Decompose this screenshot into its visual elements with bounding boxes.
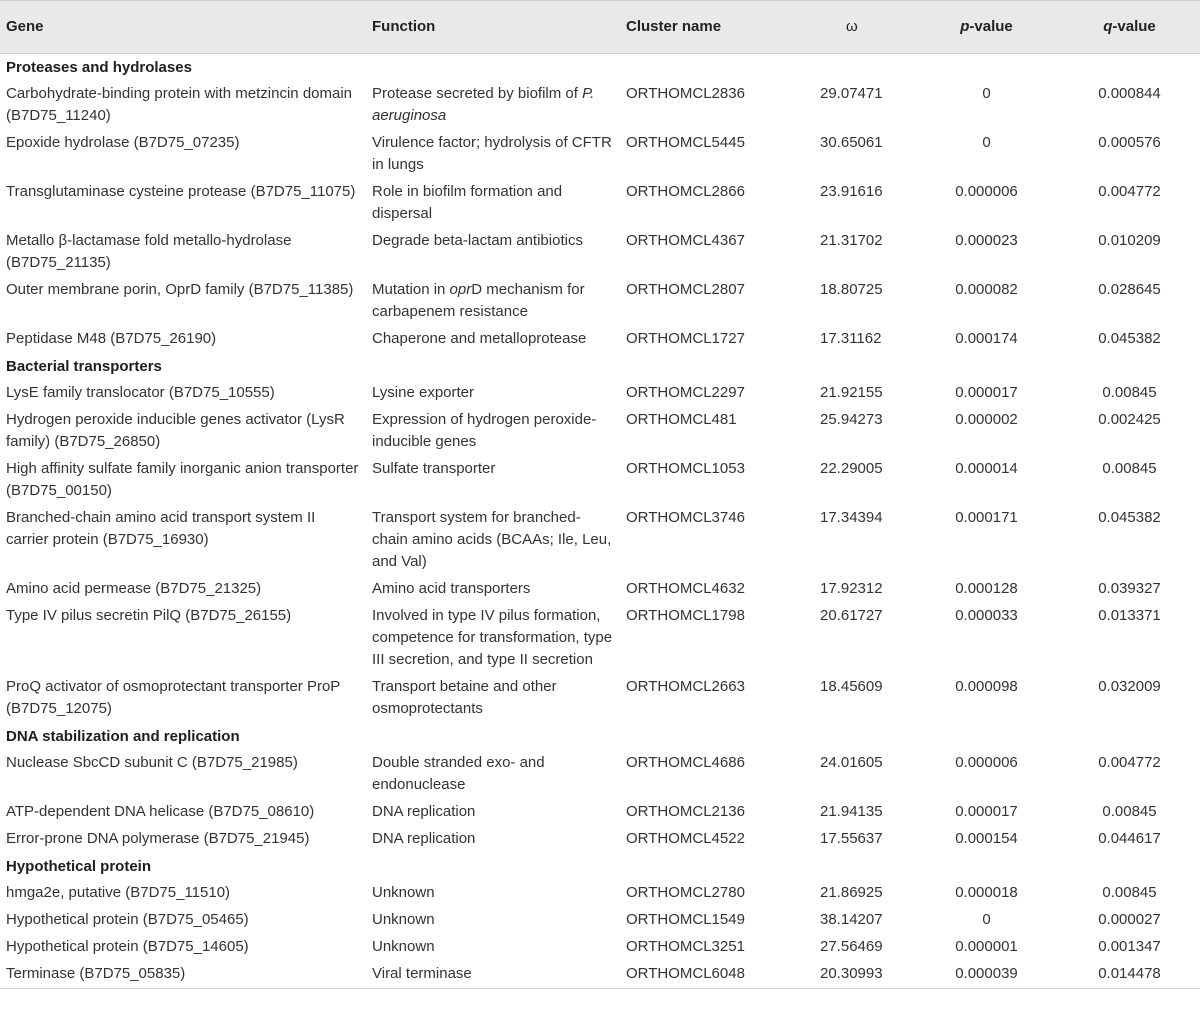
table-row bbox=[0, 179, 1200, 228]
cluster-cell: ORTHOMCL2136 bbox=[626, 803, 745, 820]
function-text: Lysine exporter bbox=[372, 384, 474, 401]
p-value-cell: 0.000039 bbox=[914, 961, 1059, 989]
gene-cell: Epoxide hydrolase (B7D75_07235) bbox=[6, 134, 240, 151]
section-row bbox=[0, 723, 1200, 750]
header-q-suffix: -value bbox=[1112, 18, 1156, 35]
q-value-cell: 0.00845 bbox=[1102, 384, 1157, 401]
p-value-cell: 0 bbox=[982, 134, 991, 151]
p-value-cell: 0.000033 bbox=[955, 607, 1018, 624]
function-cell bbox=[366, 934, 620, 961]
function-cell bbox=[366, 750, 620, 799]
cluster-cell: ORTHOMCL1727 bbox=[626, 330, 745, 347]
p-value-cell: 0.000082 bbox=[955, 281, 1018, 298]
q-value-cell: 0.013371 bbox=[1098, 607, 1161, 624]
q-value-cell: 0.004772 bbox=[1098, 183, 1161, 200]
gene-cell: Metallo β-lactamase fold metallo-hydrolase (B7D75_21135) bbox=[6, 232, 292, 271]
omega-cell: 24.01605 bbox=[820, 754, 883, 771]
p-value-cell: 0.000154 bbox=[955, 830, 1018, 847]
p-value-cell: 0.000001 bbox=[955, 938, 1018, 955]
p-value-cell: 0.000098 bbox=[955, 678, 1018, 695]
cluster-cell: ORTHOMCL2807 bbox=[626, 281, 745, 298]
function-text: D mechanism for carbapenem resistance bbox=[372, 281, 585, 320]
gene-cell: hmga2e, putative (B7D75_11510) bbox=[6, 884, 231, 901]
cluster-cell: ORTHOMCL5445 bbox=[626, 134, 745, 151]
cluster-cell: ORTHOMCL2297 bbox=[626, 384, 745, 401]
cluster-cell: ORTHOMCL2663 bbox=[626, 678, 745, 695]
function-cell bbox=[366, 603, 620, 674]
function-text: Unknown bbox=[372, 884, 435, 901]
table-row bbox=[0, 961, 1200, 989]
function-cell bbox=[366, 880, 620, 907]
function-text: Role in biofilm formation and dispersal bbox=[372, 183, 563, 222]
gene-cell: Peptidase M48 (B7D75_26190) bbox=[6, 330, 217, 347]
table-row bbox=[0, 380, 1200, 407]
p-value-cell: 0.000006 bbox=[955, 754, 1018, 771]
header-p-value bbox=[914, 1, 1059, 54]
section-row bbox=[0, 54, 1200, 82]
q-value-cell: 0.000027 bbox=[1098, 911, 1161, 928]
q-value-cell: 0.032009 bbox=[1098, 678, 1161, 695]
function-cell bbox=[366, 456, 620, 505]
function-text: Protease secreted by biofilm of bbox=[372, 85, 583, 102]
table-body bbox=[0, 54, 1200, 989]
p-value-cell: 0.000006 bbox=[955, 183, 1018, 200]
omega-cell: 17.92312 bbox=[820, 580, 883, 597]
function-cell bbox=[366, 130, 620, 179]
header-omega: ω bbox=[806, 1, 914, 54]
function-cell bbox=[366, 277, 620, 326]
function-text-italic: P. aeruginosa bbox=[372, 85, 595, 124]
cluster-cell: ORTHOMCL1549 bbox=[626, 911, 745, 928]
function-text: Virulence factor; hydrolysis of CFTR in lungs bbox=[372, 134, 612, 173]
omega-cell: 17.55637 bbox=[820, 830, 883, 847]
function-text: Viral terminase bbox=[372, 965, 472, 982]
omega-cell: 25.94273 bbox=[820, 411, 883, 428]
function-text: Chaperone and metalloprotease bbox=[372, 330, 587, 347]
function-cell bbox=[366, 674, 620, 723]
header-q-value bbox=[1059, 1, 1200, 54]
gene-cell: LysE family translocator (B7D75_10555) bbox=[6, 384, 275, 401]
omega-cell: 38.14207 bbox=[820, 911, 883, 928]
gene-cell: ProQ activator of osmoprotectant transporter ProP (B7D75_12075) bbox=[6, 678, 341, 717]
cluster-cell: ORTHOMCL2836 bbox=[626, 85, 745, 102]
omega-cell: 22.29005 bbox=[820, 460, 883, 477]
p-value-cell: 0.000017 bbox=[955, 384, 1018, 401]
p-value-cell: 0.000128 bbox=[955, 580, 1018, 597]
q-value-cell: 0.010209 bbox=[1098, 232, 1161, 249]
table-row bbox=[0, 326, 1200, 353]
cluster-cell: ORTHOMCL4632 bbox=[626, 580, 745, 597]
omega-cell: 17.31162 bbox=[820, 330, 882, 347]
cluster-cell: ORTHOMCL1798 bbox=[626, 607, 745, 624]
function-cell bbox=[366, 961, 620, 989]
function-cell bbox=[366, 81, 620, 130]
header-function: Function bbox=[366, 1, 620, 54]
q-value-cell: 0.000576 bbox=[1098, 134, 1161, 151]
cluster-cell: ORTHOMCL4686 bbox=[626, 754, 745, 771]
omega-cell: 30.65061 bbox=[820, 134, 883, 151]
q-value-cell: 0.00845 bbox=[1102, 460, 1157, 477]
section-row bbox=[0, 853, 1200, 880]
cluster-cell: ORTHOMCL3746 bbox=[626, 509, 745, 526]
omega-cell: 21.86925 bbox=[820, 884, 883, 901]
q-value-cell: 0.00845 bbox=[1102, 884, 1157, 901]
q-value-cell: 0.045382 bbox=[1098, 509, 1161, 526]
gene-cell: Outer membrane porin, OprD family (B7D75_11385) bbox=[6, 281, 354, 298]
omega-cell: 20.30993 bbox=[806, 961, 914, 989]
gene-cell: Nuclease SbcCD subunit C (B7D75_21985) bbox=[6, 754, 298, 771]
q-value-cell: 0.044617 bbox=[1098, 830, 1161, 847]
section-row bbox=[0, 353, 1200, 380]
table-row bbox=[0, 277, 1200, 326]
table-row bbox=[0, 674, 1200, 723]
table-row bbox=[0, 799, 1200, 826]
gene-cell: Transglutaminase cysteine protease (B7D75_11075) bbox=[6, 183, 356, 200]
q-value-cell: 0.004772 bbox=[1098, 754, 1161, 771]
function-text: Amino acid transporters bbox=[372, 580, 531, 597]
q-value-cell: 0.001347 bbox=[1098, 938, 1161, 955]
function-cell bbox=[366, 228, 620, 277]
q-value-cell: 0.039327 bbox=[1098, 580, 1161, 597]
table-header bbox=[0, 1, 1200, 54]
q-value-cell: 0.000844 bbox=[1098, 85, 1161, 102]
gene-cell: Type IV pilus secretin PilQ (B7D75_26155) bbox=[6, 607, 292, 624]
section-title: Bacterial transporters bbox=[6, 358, 162, 375]
table-row bbox=[0, 907, 1200, 934]
table-row bbox=[0, 750, 1200, 799]
section-title: Proteases and hydrolases bbox=[6, 59, 192, 76]
q-value-cell: 0.028645 bbox=[1098, 281, 1161, 298]
function-cell bbox=[366, 799, 620, 826]
header-q-letter: q bbox=[1103, 18, 1113, 35]
p-value-cell: 0 bbox=[982, 85, 991, 102]
function-text: Sulfate transporter bbox=[372, 460, 496, 477]
function-text: DNA replication bbox=[372, 830, 476, 847]
function-text: Expression of hydrogen peroxide-inducible genes bbox=[372, 411, 597, 450]
p-value-cell: 0.000018 bbox=[955, 884, 1018, 901]
header-cluster-name: Cluster name bbox=[620, 1, 806, 54]
table-row bbox=[0, 576, 1200, 603]
gene-cell: Hydrogen peroxide inducible genes activator (LysR family) (B7D75_26850) bbox=[6, 411, 345, 450]
gene-cell: Branched-chain amino acid transport system II carrier protein (B7D75_16930) bbox=[6, 509, 316, 548]
function-text: Unknown bbox=[372, 938, 435, 955]
p-value-cell: 0.000023 bbox=[955, 232, 1018, 249]
cluster-cell: ORTHOMCL2780 bbox=[626, 884, 745, 901]
p-value-cell: 0 bbox=[982, 911, 991, 928]
header-p-letter: p bbox=[960, 18, 970, 35]
header-p-suffix: -value bbox=[969, 18, 1013, 35]
function-text: Involved in type IV pilus formation, competence for transformation, type III secretion, and type II secretion bbox=[372, 607, 613, 668]
function-text: Transport system for branched-chain amino acids (BCAAs; Ile, Leu, and Val) bbox=[372, 509, 612, 570]
header-gene: Gene bbox=[0, 1, 366, 54]
table-row bbox=[0, 407, 1200, 456]
gene-cell: High affinity sulfate family inorganic anion transporter (B7D75_00150) bbox=[6, 460, 359, 499]
table-row bbox=[0, 603, 1200, 674]
gene-cell: ATP-dependent DNA helicase (B7D75_08610) bbox=[6, 803, 315, 820]
q-value-cell: 0.014478 bbox=[1059, 961, 1200, 989]
q-value-cell: 0.00845 bbox=[1102, 803, 1157, 820]
p-value-cell: 0.000171 bbox=[955, 509, 1018, 526]
omega-cell: 21.92155 bbox=[820, 384, 883, 401]
cluster-cell: ORTHOMCL1053 bbox=[626, 460, 745, 477]
table-row bbox=[0, 228, 1200, 277]
table-row bbox=[0, 130, 1200, 179]
omega-cell: 18.45609 bbox=[820, 678, 883, 695]
function-text: Transport betaine and other osmoprotectants bbox=[372, 678, 557, 717]
p-value-cell: 0.000014 bbox=[955, 460, 1018, 477]
omega-cell: 29.07471 bbox=[820, 85, 883, 102]
cluster-cell: ORTHOMCL4367 bbox=[626, 232, 745, 249]
gene-cell: Carbohydrate-binding protein with metzincin domain (B7D75_11240) bbox=[6, 85, 353, 124]
function-text: Unknown bbox=[372, 911, 435, 928]
function-cell bbox=[366, 380, 620, 407]
function-text-italic: opr bbox=[449, 281, 472, 298]
gene-cell: Terminase (B7D75_05835) bbox=[0, 961, 366, 989]
cluster-cell: ORTHOMCL4522 bbox=[626, 830, 745, 847]
function-text: Mutation in bbox=[372, 281, 450, 298]
function-cell bbox=[366, 407, 620, 456]
table-row bbox=[0, 826, 1200, 853]
omega-cell: 21.31702 bbox=[820, 232, 883, 249]
p-value-cell: 0.000017 bbox=[955, 803, 1018, 820]
table-row bbox=[0, 880, 1200, 907]
gene-cell: Amino acid permease (B7D75_21325) bbox=[6, 580, 262, 597]
function-cell bbox=[366, 326, 620, 353]
function-text: Degrade beta-lactam antibiotics bbox=[372, 232, 583, 249]
table-row bbox=[0, 456, 1200, 505]
gene-cell: Hypothetical protein (B7D75_14605) bbox=[6, 938, 249, 955]
omega-cell: 27.56469 bbox=[820, 938, 883, 955]
function-cell bbox=[366, 907, 620, 934]
p-value-cell: 0.000174 bbox=[955, 330, 1018, 347]
cluster-cell: ORTHOMCL3251 bbox=[626, 938, 745, 955]
function-cell bbox=[366, 179, 620, 228]
omega-cell: 21.94135 bbox=[820, 803, 883, 820]
header-row bbox=[0, 1, 1200, 54]
function-text: Double stranded exo- and endonuclease bbox=[372, 754, 545, 793]
cluster-cell: ORTHOMCL6048 bbox=[620, 961, 806, 989]
q-value-cell: 0.002425 bbox=[1098, 411, 1161, 428]
table-row bbox=[0, 81, 1200, 130]
table-row bbox=[0, 505, 1200, 576]
section-title: Hypothetical protein bbox=[6, 858, 152, 875]
omega-cell: 17.34394 bbox=[820, 509, 883, 526]
function-cell bbox=[366, 826, 620, 853]
function-text: DNA replication bbox=[372, 803, 476, 820]
omega-cell: 18.80725 bbox=[820, 281, 883, 298]
omega-cell: 20.61727 bbox=[820, 607, 883, 624]
function-cell bbox=[366, 576, 620, 603]
p-value-cell: 0.000002 bbox=[955, 411, 1018, 428]
gene-cell: Hypothetical protein (B7D75_05465) bbox=[6, 911, 249, 928]
function-cell bbox=[366, 505, 620, 576]
cluster-cell: ORTHOMCL481 bbox=[626, 411, 737, 428]
cluster-cell: ORTHOMCL2866 bbox=[626, 183, 745, 200]
table-row bbox=[0, 934, 1200, 961]
gene-cell: Error-prone DNA polymerase (B7D75_21945) bbox=[6, 830, 310, 847]
section-title: DNA stabilization and replication bbox=[6, 728, 240, 745]
omega-cell: 23.91616 bbox=[820, 183, 883, 200]
q-value-cell: 0.045382 bbox=[1098, 330, 1161, 347]
